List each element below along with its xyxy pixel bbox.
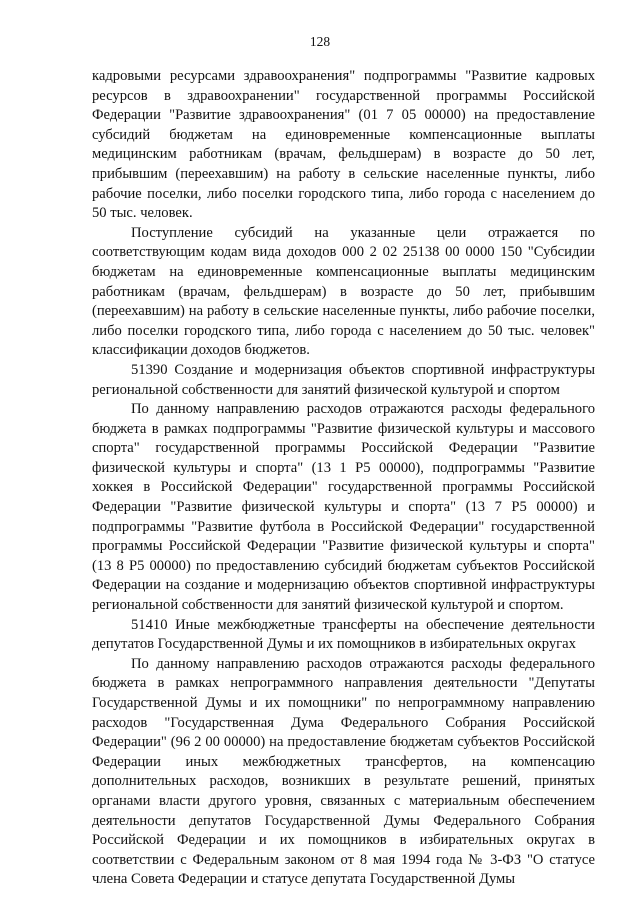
paragraph-subsidy-revenue: Поступление субсидий на указанные цели отражается по соответствующим кодам вида доходов 000 2 02 25138 00 0000 150 "Субсидии бюджетам на единовременные компенсационные выплаты медицинским работникам (врачам, фельдшерам) в возрасте до 50 лет, прибывшим (переехавшим) на работу в сельские населенные пункты, либо рабочие поселки, либо поселки городского типа, либо города с населением до 50 тыс. человек" классификации доходов бюджетов. bbox=[92, 224, 595, 359]
page-number: 128 bbox=[309, 34, 331, 49]
paragraph-duma-deputies: По данному направлению расходов отражаются расходы федерального бюджета в рамках непрограммного направления деятельности "Депутаты Государственной Думы и их помощники" по непрограммному направлению расходов "Государственная Дума Федерального Собрания Российской Федерации" (96 2 00 00000) на предоставление бюджетам субъектов Российской Федерации иных межбюджетных трансфертов, на компенсацию дополнительных расходов, возникших в результате решений, принятых органами власти другого уровня, связанных с материальным обеспечением деятельности депутатов Государственной Думы Федерального Собрания Российской Федерации и их помощников в избирательных округах в соответствии с Федеральным законом от 8 мая 1994 года № 3-ФЗ "О статусе члена Совета Федерации и статусе депутата Государственной Думы bbox=[92, 655, 595, 888]
document-body bbox=[92, 67, 595, 890]
section-heading-51410: 51410 Иные межбюджетные трансферты на обеспечение деятельности депутатов Государственной Думы и их помощников в избирательных округах bbox=[92, 616, 595, 653]
section-heading-51390: 51390 Создание и модернизация объектов спортивной инфраструктуры региональной собственности для занятий физической культурой и спортом bbox=[92, 361, 595, 398]
paragraph-continuation: кадровыми ресурсами здравоохранения" подпрограммы "Развитие кадровых ресурсов в здравоохранении" государственной программы Российской Федерации "Развитие здравоохранения" (01 7 05 00000) на предоставление субсидий бюджетам на единовременные компенсационные выплаты медицинским работникам (врачам, фельдшерам) в возрасте до 50 лет, прибывшим (переехавшим) на работу в сельские населенные пункты, либо рабочие поселки, либо поселки городского типа, либо города с населением до 50 тыс. человек. bbox=[92, 68, 595, 222]
paragraph-sport-infrastructure: По данному направлению расходов отражаются расходы федерального бюджета в рамках подпрограммы "Развитие физической культуры и массового спорта" государственной программы Российской Федерации "Развитие физической культуры и спорта" (13 1 Р5 00000), подпрограммы "Развитие хоккея в Российской Федерации" государственной программы Российской Федерации "Развитие физической культуры и спорта" (13 7 Р5 00000) и подпрограммы "Развитие футбола в Российской Федерации" государственной программы Российской Федерации "Развитие физической культуры и спорта" (13 8 Р5 00000) по предоставлению субсидий бюджетам субъектов Российской Федерации на создание и модернизацию объектов спортивной инфраструктуры региональной собственности для занятий физической культурой и спортом. bbox=[92, 401, 595, 614]
